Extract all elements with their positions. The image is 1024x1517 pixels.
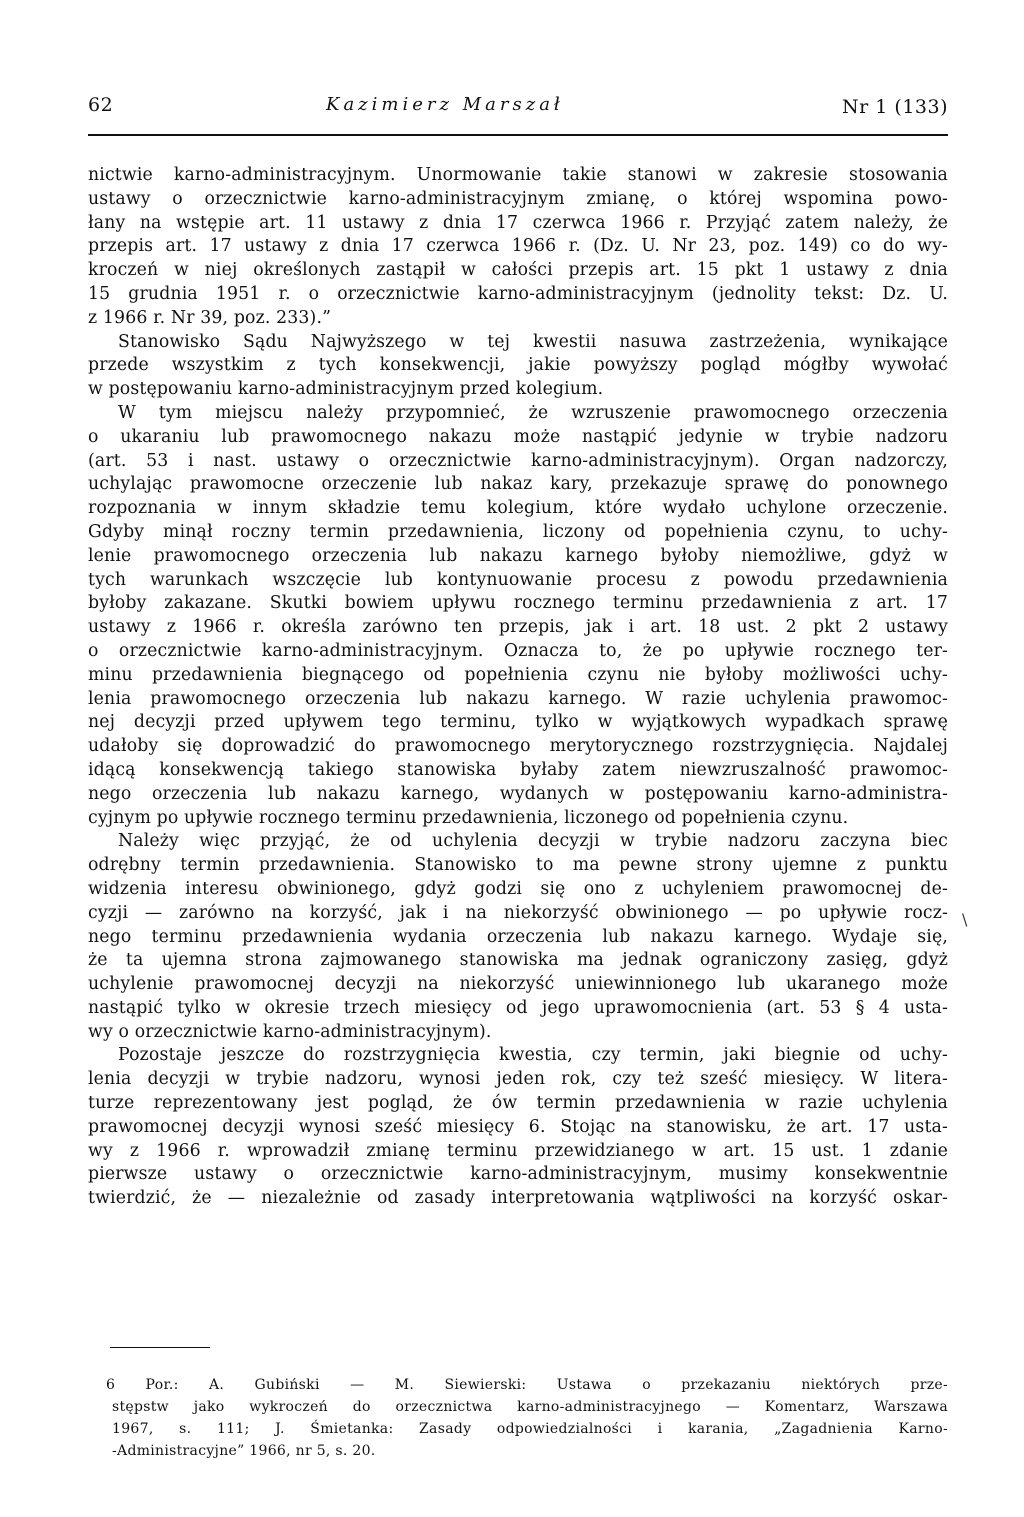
text-line: prawomocnej decyzji wynosi sześć miesięcy 6. Stojąc na stanowisku, że art. 17 usta- (88, 1116, 948, 1137)
footnotes (106, 1374, 948, 1462)
text-line: ustawy z 1966 r. określa zarówno ten przepis, jak i art. 18 ust. 2 pkt 2 ustawy (88, 617, 948, 638)
text-line: turze reprezentowany jest pogląd, że ów termin przedawnienia w razie uchylenia (88, 1093, 948, 1114)
text-line: nastąpić tylko w okresie trzech miesięcy od jego uprawomocnienia (art. 53 § 4 usta- (88, 997, 948, 1018)
text-line: Należy więc przyjąć, że od uchylenia decyzji w trybie nadzoru zaczyna biec (118, 831, 948, 852)
text-line: W tym miejscu należy przypomnieć, że wzruszenie prawomocnego orzeczenia (118, 402, 948, 423)
text-line: nej decyzji przed upływem tego terminu, tylko w wyjątkowych wypadkach sprawę (88, 712, 948, 733)
text-line: nictwie karno-administracyjnym. Unormowanie takie stanowi w zakresie stosowania (88, 165, 948, 185)
footnote-line: 1967, s. 111; J. Śmietanka: Zasady odpowiedzialności i karania, „Zagadnienia Karno- (112, 1421, 948, 1437)
text-line: widzenia interesu obwinionego, gdyż godzi się ono z uchyleniem prawomocnej de- (88, 878, 948, 899)
text-line: idącą konsekwencją takiego stanowiska byłaby zatem niewzruszalność prawomoc- (88, 759, 948, 780)
footnote-line: 6 Por.: A. Gubiński — M. Siewierski: Ustawa o przekazaniu niektórych prze- (106, 1377, 948, 1393)
issue-number: Nr 1 (133) (842, 96, 948, 118)
text-line: rozpoznania w innym składzie temu kolegium, które wydało uchylone orzeczenie. (88, 498, 948, 519)
page-number: 62 (88, 94, 114, 116)
text-line: minu przedawnienia biegnącego od popełnienia czynu nie byłoby możliwości uchy- (88, 664, 948, 685)
text-line: że ta ujemna strona zajmowanego stanowiska ma jednak ograniczony zasięg, gdyż (88, 950, 948, 971)
text-line: pierwsze ustawy o orzecznictwie karno-administracyjnym, musimy konsekwentnie (88, 1164, 948, 1185)
margin-mark: \ (962, 910, 968, 929)
text-line: lenia decyzji w trybie nadzoru, wynosi jeden rok, czy też sześć miesięcy. W litera- (88, 1069, 948, 1090)
text-line: 15 grudnia 1951 r. o orzecznictwie karno-administracyjnym (jednolity tekst: Dz. U. (88, 283, 948, 304)
text-line: w postępowaniu karno-administracyjnym przed kolegium. (88, 379, 604, 400)
footnote-rule (110, 1347, 210, 1348)
text-line: uchylenie prawomocnej decyzji na niekorzyść uniewinnionego lub ukaranego może (88, 974, 948, 995)
text-line: z 1966 r. Nr 39, poz. 233).” (88, 307, 332, 328)
text-line: Gdyby minął roczny termin przedawnienia, liczony od popełnienia czynu, to uchy- (88, 521, 948, 542)
text-line: cyjnym po upływie rocznego terminu przedawnienia, liczonego od popełnienia czynu. (88, 807, 849, 828)
text-line: przede wszystkim z tych konsekwencji, jakie powyższy pogląd mógłby wywołać (88, 355, 948, 376)
text-line: tych warunkach wszczęcie lub kontynuowanie procesu z powodu przedawnienia (88, 569, 948, 590)
text-line: łany na wstępie art. 11 ustawy z dnia 17 czerwca 1966 r. Przyjąć zatem należy, że (88, 212, 948, 233)
footnote-line: stępstw jako wykroczeń do orzecznictwa karno-administracyjnego — Komentarz, Warszawa (112, 1399, 948, 1415)
text-line: Stanowisko Sądu Najwyższego w tej kwestii nasuwa zastrzeżenia, wynikające (118, 331, 948, 352)
text-line: lenie prawomocnego orzeczenia lub nakazu karnego byłoby niemożliwe, gdyż w (88, 545, 948, 566)
text-line: lenia prawomocnego orzeczenia lub nakazu karnego. W razie uchylenia prawomoc- (88, 688, 948, 709)
running-title: Kazimierz Marszał (326, 94, 564, 115)
text-line: nego terminu przedawnienia wydania orzeczenia lub nakazu karnego. Wydaje się, (88, 926, 948, 947)
running-header (88, 94, 948, 124)
text-line: (art. 53 i nast. ustawy o orzecznictwie karno-administracyjnym). Organ nadzorczy, (88, 450, 948, 471)
text-line: byłoby zakazane. Skutki bowiem upływu rocznego terminu przedawnienia z art. 17 (88, 593, 948, 614)
text-line: wy o orzecznictwie karno-administracyjnym). (88, 1021, 492, 1042)
text-line: wy z 1966 r. wprowadził zmianę terminu przewidzianego w art. 15 ust. 1 zdanie (88, 1140, 948, 1161)
text-line: nego orzeczenia lub nakazu karnego, wydanych w postępowaniu karno-administra- (88, 783, 948, 804)
text-line: kroczeń w niej określonych zastąpił w całości przepis art. 15 pkt 1 ustawy z dnia (88, 260, 948, 281)
body-text (88, 164, 948, 1211)
text-line: o orzecznictwie karno-administracyjnym. Oznacza to, że po upływie rocznego ter- (88, 640, 948, 661)
text-line: twierdzić, że — niezależnie od zasady interpretowania wątpliwości na korzyść oskar- (88, 1188, 948, 1209)
text-line: Pozostaje jeszcze do rozstrzygnięcia kwestia, czy termin, jaki biegnie od uchy- (118, 1045, 948, 1066)
text-line: o ukaraniu lub prawomocnego nakazu może nastąpić jedynie w trybie nadzoru (88, 426, 948, 447)
footnote-line: -Administracyjne” 1966, nr 5, s. 20. (112, 1443, 376, 1459)
text-line: przepis art. 17 ustawy z dnia 17 czerwca 1966 r. (Dz. U. Nr 23, poz. 149) co do wy- (88, 236, 948, 257)
text-line: uchylając prawomocne orzeczenie lub nakaz kary, przekazuje sprawę do ponownego (88, 474, 948, 495)
text-line: udałoby się doprowadzić do prawomocnego merytorycznego rozstrzygnięcia. Najdalej (88, 736, 948, 757)
text-line: ustawy o orzecznictwie karno-administracyjnym zmianę, o której wspomina powo- (88, 188, 948, 209)
text-line: cyzji — zarówno na korzyść, jak i na niekorzyść obwinionego — po upływie rocz- (88, 902, 948, 923)
header-rule (88, 134, 948, 136)
text-line: odrębny termin przedawnienia. Stanowisko to ma pewne strony ujemne z punktu (88, 855, 948, 876)
